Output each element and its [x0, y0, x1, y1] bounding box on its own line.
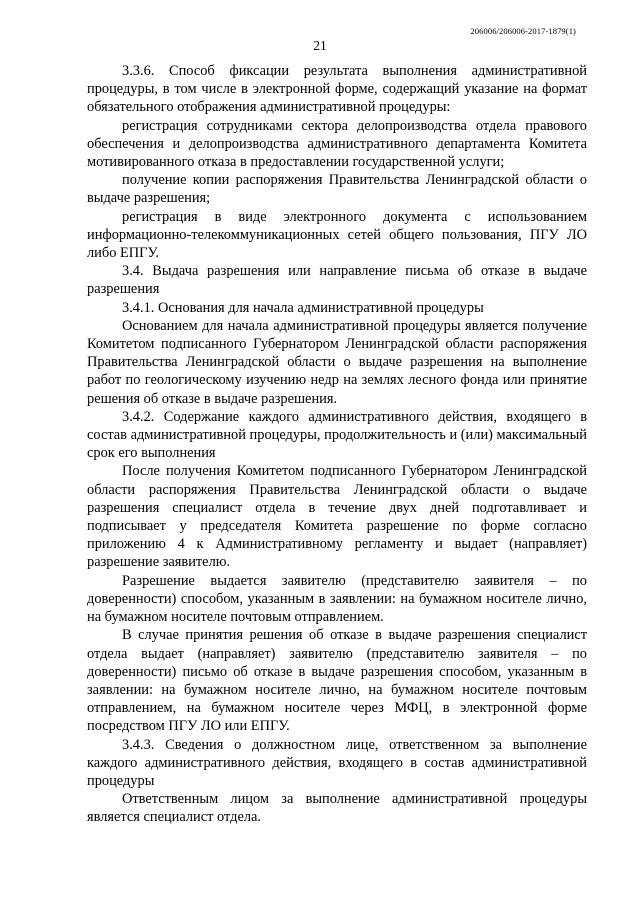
paragraph-grounds: Основанием для начала административной процедуры является получение Комитетом подписанного Губернатором Ленинградской области распоряжения Правительства Ленинградской области о выдаче разрешения на выполнение работ по геологическому изучению недр на землях лесного фонда или принятие решения об отказе в выдаче разрешения.	[87, 317, 587, 407]
paragraph-responsible-person: Ответственным лицом за выполнение административной процедуры является специалист отдела.	[87, 791, 587, 826]
paragraph-3-4-1: 3.4.1. Основания для начала административной процедуры	[122, 299, 484, 316]
paragraph-3-4-2: 3.4.2. Содержание каждого административного действия, входящего в состав административной процедуры, продолжительность и (или) максимальный срок его выполнения	[87, 408, 587, 462]
paragraph-3-4-3: 3.4.3. Сведения о должностном лице, ответственном за выполнение каждого административного действия, входящего в состав административной процедуры	[87, 736, 587, 789]
paragraph-registration-refusal: регистрация сотрудниками сектора делопроизводства отдела правового обеспечения и делопроизводства административного департамента Комитета мотивированного отказа в предоставлении государственной услуги;	[87, 117, 587, 171]
document-body	[87, 62, 587, 827]
page-number: 21	[313, 38, 327, 53]
section-heading-3-4: 3.4. Выдача разрешения или направление письма об отказе в выдаче разрешения	[87, 263, 587, 298]
paragraph-3-3-6: 3.3.6. Способ фиксации результата выполнения административной процедуры, в том числе в электронной форме, содержащий указание на формат обязательного отображения административной процедуры:	[87, 63, 587, 116]
paragraph-copy-order: получение копии распоряжения Правительства Ленинградской области о выдаче разрешения;	[87, 172, 587, 207]
paragraph-after-receiving: После получения Комитетом подписанного Губернатором Ленинградской области распоряжения Правительства Ленинградской области о выдаче разрешения специалист отдела в течение двух дней подготавливает и подписывает у председателя Комитета разрешение по форме согласно приложению 4 к Административному регламенту и выдает (направляет) разрешение заявителю.	[87, 463, 587, 571]
paragraph-electronic-registration: регистрация в виде электронного документа с использованием информационно-телекоммуникационных сетей общего пользования, ПГУ ЛО либо ЕПГУ.	[87, 208, 587, 262]
paragraph-refusal-case: В случае принятия решения об отказе в выдаче разрешения специалист отдела выдает (направляет) заявителю (представителю заявителя – по доверенности) письмо об отказе в выдаче разрешения способом, указанным в заявлении: на бумажном носителе лично, на бумажном носителе почтовым отправлением, на бумажном носителе через МФЦ, в электронной форме посредством ПГУ ЛО или ЕПГУ.	[87, 627, 587, 735]
document-number: 206006/206006-2017-1879(1)	[470, 26, 576, 36]
paragraph-permit-issued: Разрешение выдается заявителю (представителю заявителя – по доверенности) способом, указанным в заявлении: на бумажном носителе лично, на бумажном носителе почтовым отправлением.	[87, 572, 587, 626]
